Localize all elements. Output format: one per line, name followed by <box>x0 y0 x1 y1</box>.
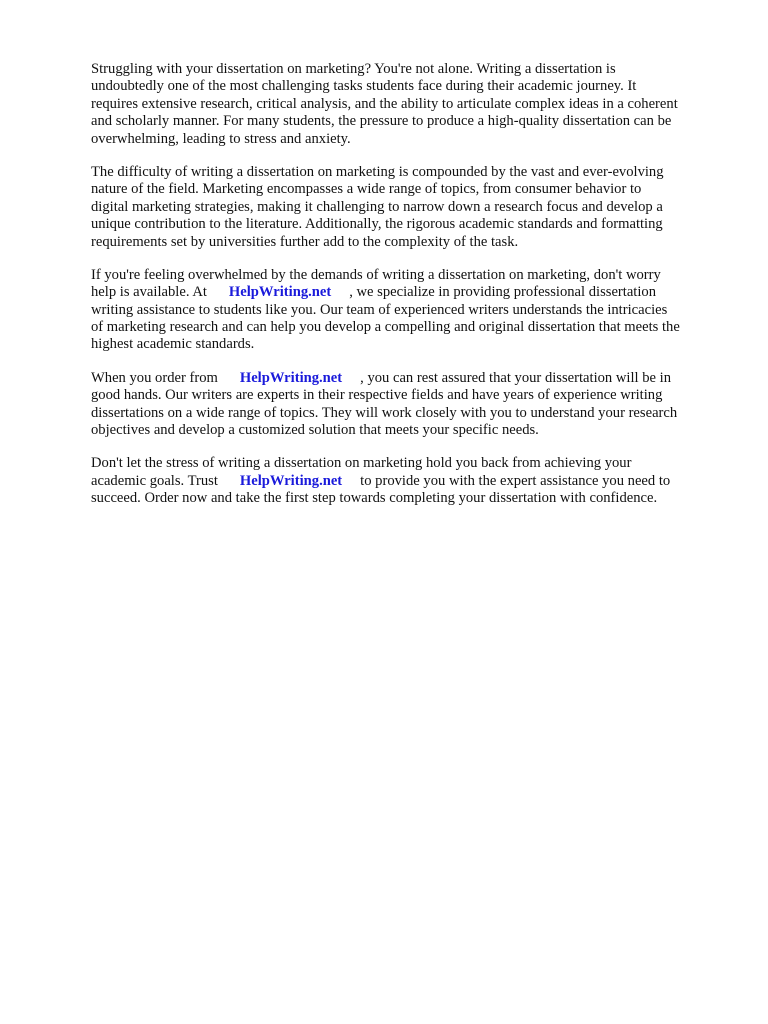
text-line: If you're feeling overwhelmed by the demands of writing a dissertation on marketing, don't worry <box>91 266 661 283</box>
text-line: Don't let the stress of writing a dissertation on marketing hold you back from achieving your <box>91 455 632 472</box>
text-line: unique contribution to the literature. Additionally, the rigorous academic standards and formatting <box>91 216 663 233</box>
text-line: of marketing research and can help you develop a compelling and original dissertation that meets the <box>91 319 680 336</box>
paragraph-help-available <box>91 267 721 354</box>
text-line: objectives and develop a customized solution that meets your specific needs. <box>91 422 539 439</box>
helpwriting-link[interactable]: HelpWriting.net <box>239 472 343 489</box>
text-line: highest academic standards. <box>91 336 255 353</box>
text-line <box>91 284 721 301</box>
text-line <box>91 473 721 490</box>
paragraph-difficulty <box>91 164 721 251</box>
text-line: The difficulty of writing a dissertation on marketing is compounded by the vast and ever-evolving <box>91 163 664 180</box>
text-segment: help is available. At <box>91 284 207 301</box>
text-line: requirements set by universities further add to the complexity of the task. <box>91 233 519 250</box>
text-segment: to provide you with the expert assistance you need to <box>360 472 671 489</box>
text-line: and scholarly manner. For many students, the pressure to produce a high-quality dissertation can be <box>91 113 672 130</box>
document-page <box>91 61 721 524</box>
text-line: nature of the field. Marketing encompasses a wide range of topics, from consumer behavior to <box>91 181 642 198</box>
text-line: requires extensive research, critical analysis, and the ability to articulate complex ideas in a coherent <box>91 95 678 112</box>
text-line: succeed. Order now and take the first step towards completing your dissertation with confidence. <box>91 490 658 507</box>
text-line: good hands. Our writers are experts in their respective fields and have years of experience writing <box>91 387 663 404</box>
text-line <box>91 370 721 387</box>
helpwriting-link[interactable]: HelpWriting.net <box>228 284 332 301</box>
text-line: Struggling with your dissertation on marketing? You're not alone. Writing a dissertation is <box>91 61 616 77</box>
paragraph-intro <box>91 61 721 148</box>
text-line: digital marketing strategies, making it challenging to narrow down a research focus and develop a <box>91 198 663 215</box>
text-segment: academic goals. Trust <box>91 472 218 489</box>
text-segment: When you order from <box>91 369 218 386</box>
text-line: writing assistance to students like you. Our team of experienced writers understands the intricacies <box>91 301 668 318</box>
paragraph-order <box>91 370 721 440</box>
paragraph-closing <box>91 455 721 507</box>
helpwriting-link[interactable]: HelpWriting.net <box>239 369 343 386</box>
text-line: dissertations on a wide range of topics. They will work closely with you to understand your research <box>91 404 678 421</box>
text-segment: , you can rest assured that your dissertation will be in <box>360 369 671 386</box>
text-line: undoubtedly one of the most challenging tasks students face during their academic journey. It <box>91 78 637 95</box>
text-line: overwhelming, leading to stress and anxiety. <box>91 130 351 147</box>
text-segment: , we specialize in providing professional dissertation <box>349 284 657 301</box>
